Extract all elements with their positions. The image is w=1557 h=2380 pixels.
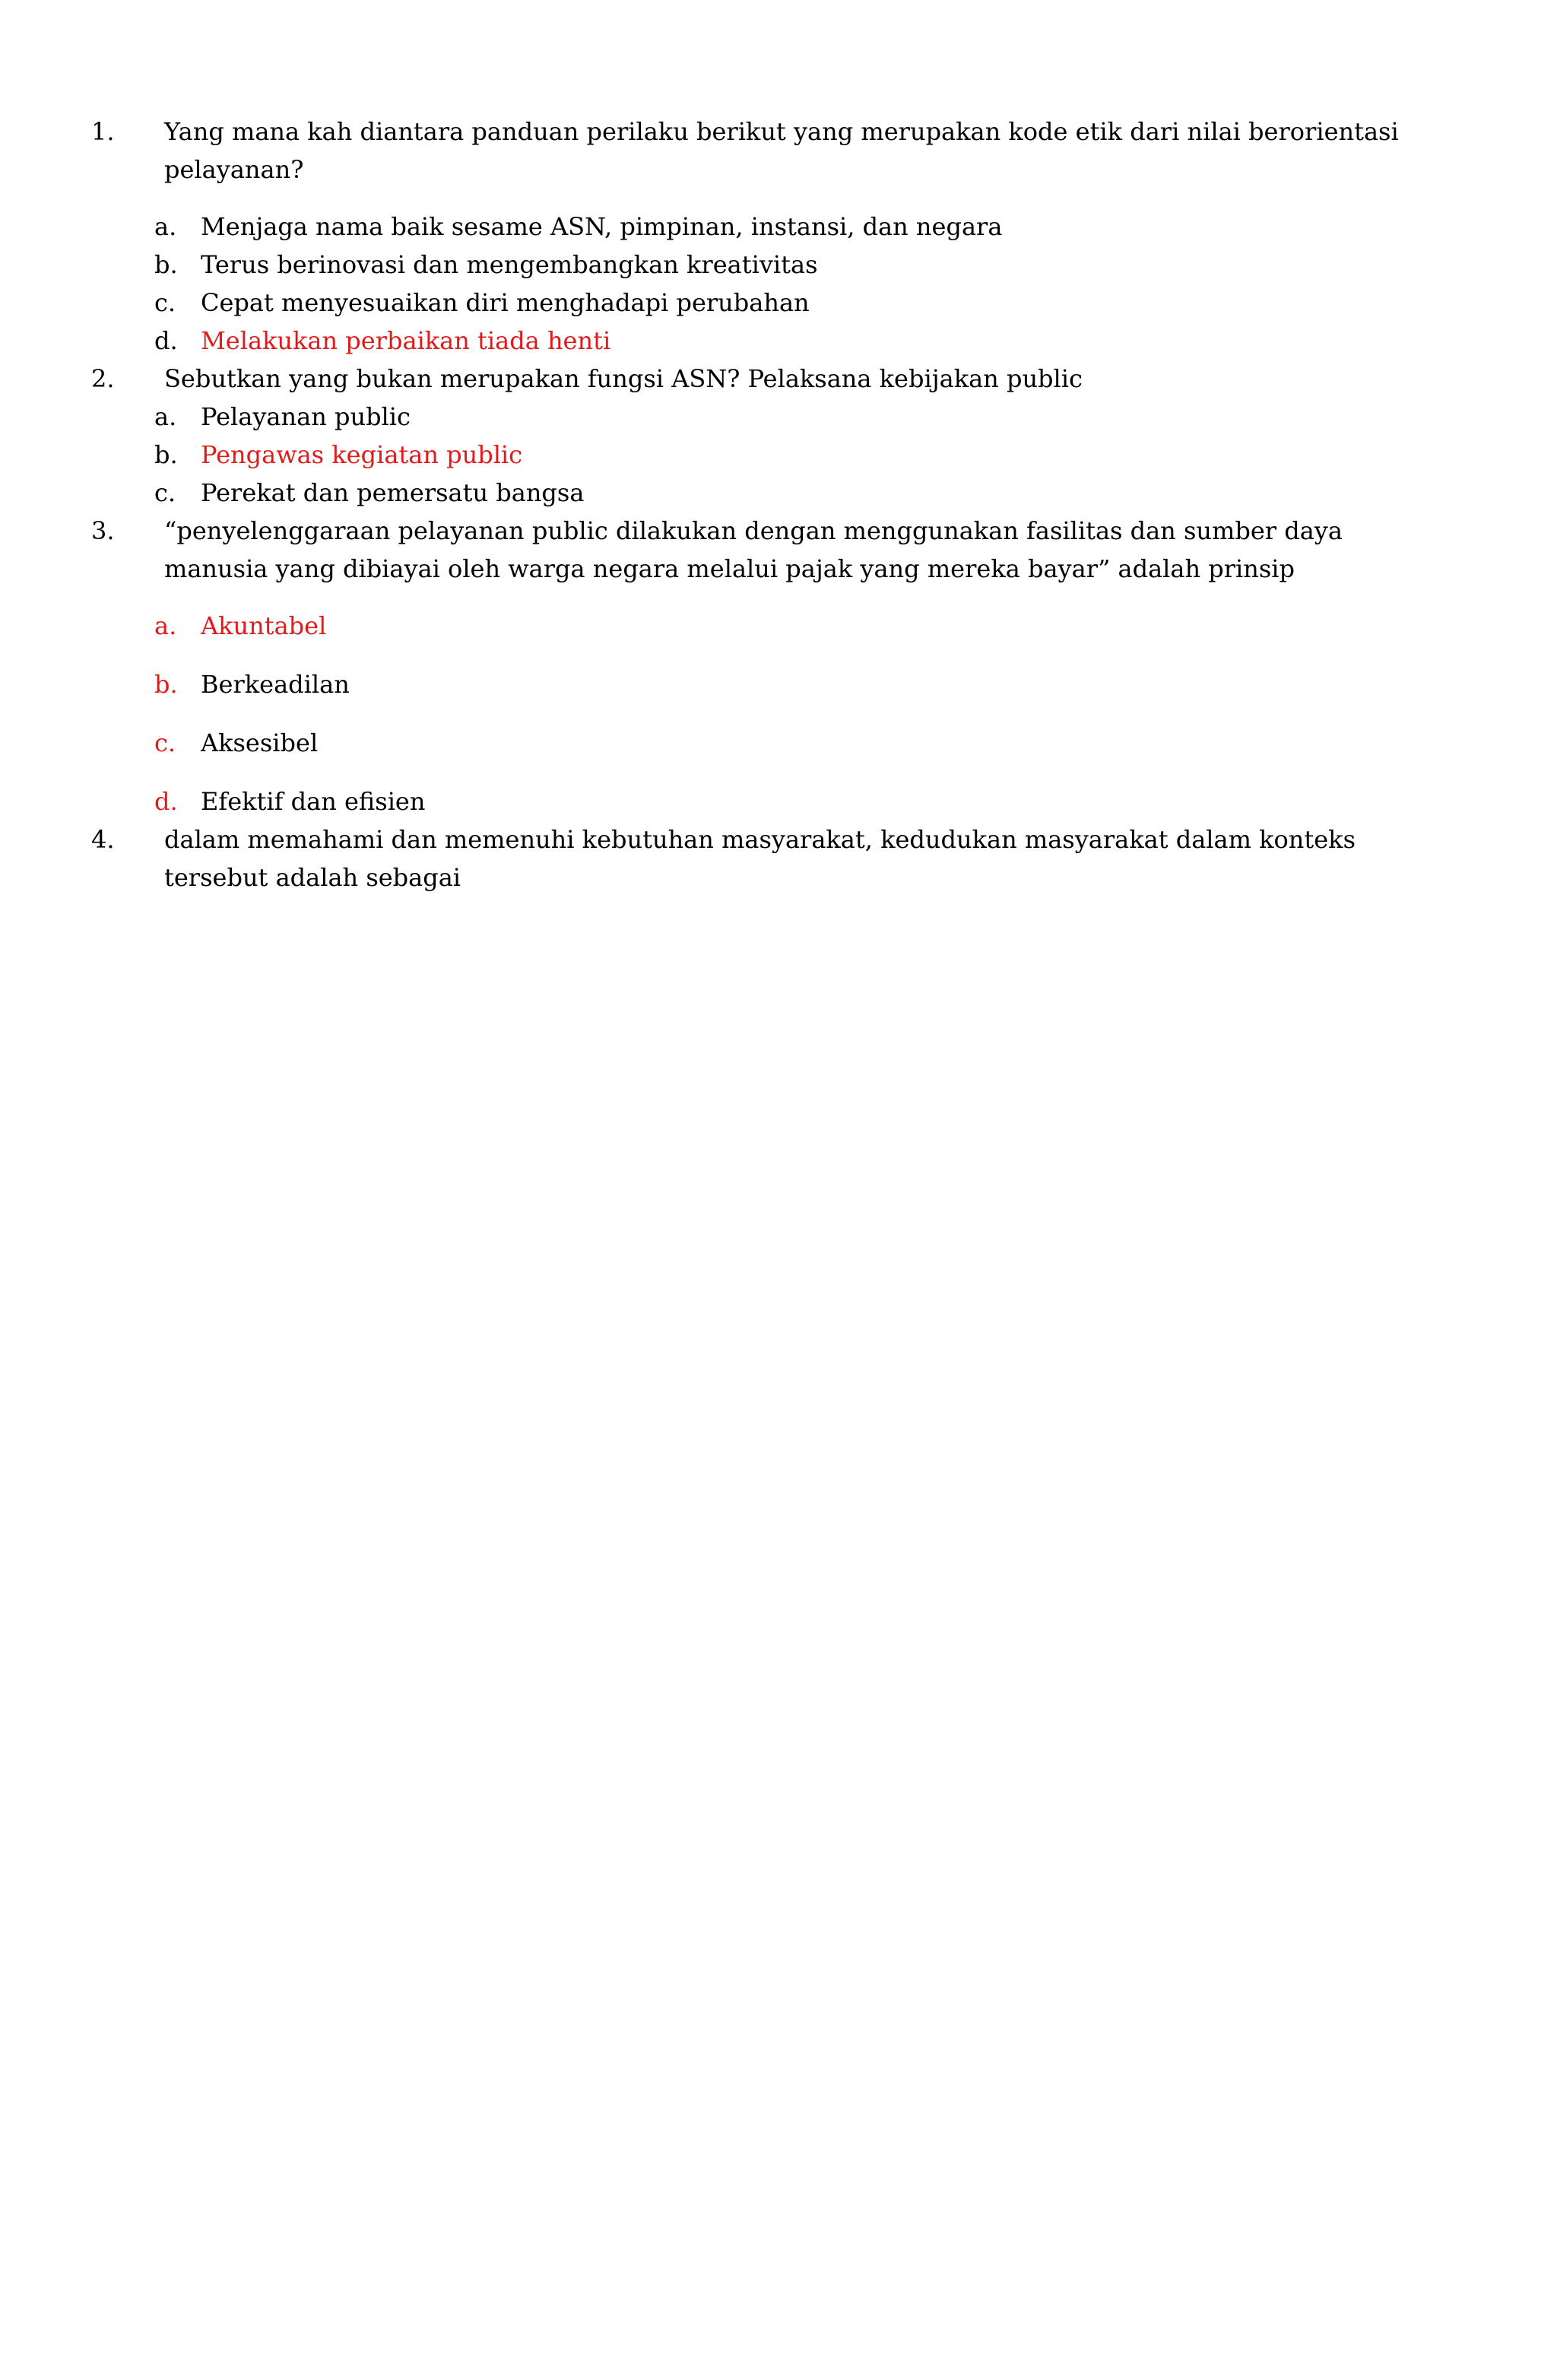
question-3-option-c-text: Aksesibel — [201, 728, 319, 757]
question-3-text: “penyelenggaraan pelayanan public dilakukan dengan menggunakan fasilitas dan sumber daya manusia yang dibiayai oleh warga negara melalui pajak yang mereka bayar” adalah prinsip — [164, 516, 1343, 583]
question-2-option-a-text: Pelayanan public — [201, 402, 411, 431]
question-1-option-b-letter: b. — [154, 250, 178, 279]
question-2-option-c-text: Perekat dan pemersatu bangsa — [201, 478, 585, 507]
question-2-option-b-letter: b. — [154, 440, 178, 469]
question-1-option-d-text: Melakukan perbaikan tiada henti — [201, 326, 611, 355]
question-1-option-b-text: Terus berinovasi dan mengembangkan kreativitas — [201, 250, 818, 279]
question-1-option-a-text: Menjaga nama baik sesame ASN, pimpinan, instansi, dan negara — [201, 212, 1003, 241]
question-3-option-b-text: Berkeadilan — [201, 670, 350, 699]
question-1-number: 1. — [91, 117, 115, 146]
question-2-number: 2. — [91, 364, 115, 393]
question-1-text: Yang mana kah diantara panduan perilaku berikut yang merupakan kode etik dari nilai berorientasi pelayanan? — [164, 117, 1399, 184]
question-2-text: Sebutkan yang bukan merupakan fungsi ASN? Pelaksana kebijakan public — [164, 364, 1083, 393]
question-3-option-a-letter: a. — [154, 611, 177, 640]
question-2-option-a-letter: a. — [154, 402, 177, 431]
question-1-option-a-letter: a. — [154, 212, 177, 241]
question-1-option-c-text: Cepat menyesuaikan diri menghadapi perubahan — [201, 288, 810, 317]
question-1-option-d-letter: d. — [154, 326, 178, 355]
question-3-option-c-letter: c. — [154, 728, 176, 757]
question-2-option-c-letter: c. — [154, 478, 176, 507]
question-3-option-d-text: Efektif dan efisien — [201, 787, 426, 816]
question-4-number: 4. — [91, 825, 115, 854]
question-1-option-c-letter: c. — [154, 288, 176, 317]
question-3-option-b-letter: b. — [154, 670, 178, 699]
question-2-option-b-text: Pengawas kegiatan public — [201, 440, 523, 469]
question-3-number: 3. — [91, 516, 115, 545]
question-3-option-a-text: Akuntabel — [201, 611, 327, 640]
question-3-option-d-letter: d. — [154, 787, 178, 816]
question-4-text: dalam memahami dan memenuhi kebutuhan masyarakat, kedudukan masyarakat dalam konteks tersebut adalah sebagai — [164, 825, 1356, 892]
